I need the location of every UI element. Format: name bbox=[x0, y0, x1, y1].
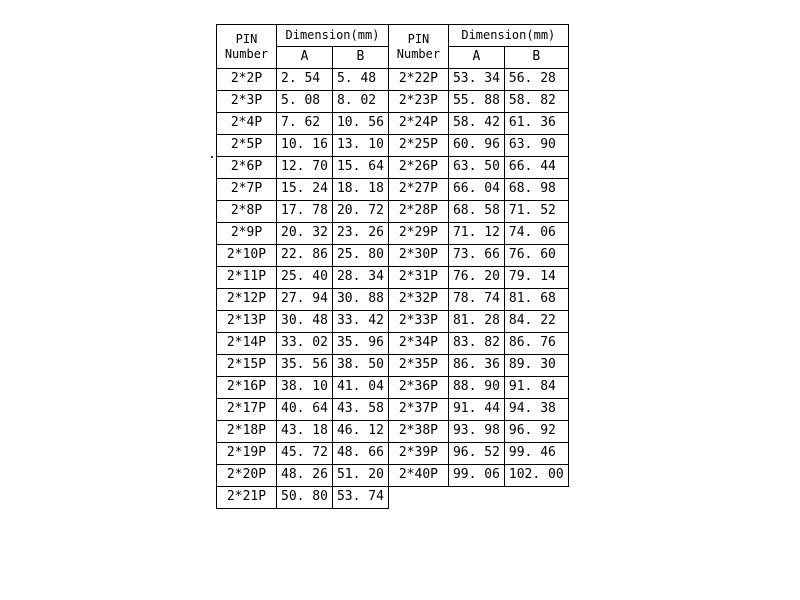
cell-a-right: 68. 58 bbox=[448, 201, 504, 223]
cell-a-right: 55. 88 bbox=[448, 91, 504, 113]
cell-pin-left: 2*11P bbox=[217, 267, 277, 289]
cell-pin-right: 2*39P bbox=[388, 443, 448, 465]
cell-pin-left: 2*18P bbox=[217, 421, 277, 443]
cell-b-left: 18. 18 bbox=[332, 179, 388, 201]
cell-pin-right: 2*40P bbox=[388, 465, 448, 487]
table-row bbox=[217, 91, 569, 113]
cell-b-right: 58. 82 bbox=[504, 91, 568, 113]
cell-b-left: 38. 50 bbox=[332, 355, 388, 377]
cell-b-right: 86. 76 bbox=[504, 333, 568, 355]
table-row bbox=[217, 267, 569, 289]
cell-b-left: 35. 96 bbox=[332, 333, 388, 355]
cell-b-left: 53. 74 bbox=[332, 487, 388, 509]
table-row bbox=[217, 443, 569, 465]
cell-b-left: 5. 48 bbox=[332, 69, 388, 91]
cell-pin-right: 2*33P bbox=[388, 311, 448, 333]
cell-a-left: 45. 72 bbox=[277, 443, 333, 465]
cell-a-right: 96. 52 bbox=[448, 443, 504, 465]
table-row bbox=[217, 333, 569, 355]
cell-a-right: 88. 90 bbox=[448, 377, 504, 399]
cell-a-right: 58. 42 bbox=[448, 113, 504, 135]
cell-a-right: 83. 82 bbox=[448, 333, 504, 355]
cell-b-right: 102. 00 bbox=[504, 465, 568, 487]
cell-b-right: 96. 92 bbox=[504, 421, 568, 443]
cell-pin-right: 2*27P bbox=[388, 179, 448, 201]
cell-pin-right: 2*34P bbox=[388, 333, 448, 355]
cell-b-right: 68. 98 bbox=[504, 179, 568, 201]
cell-pin-left: 2*2P bbox=[217, 69, 277, 91]
cell-a-left: 7. 62 bbox=[277, 113, 333, 135]
cell-pin-left: 2*6P bbox=[217, 157, 277, 179]
cell-a-right: 86. 36 bbox=[448, 355, 504, 377]
header-dimension-left: Dimension(mm) bbox=[277, 25, 389, 47]
cell-b-left: 20. 72 bbox=[332, 201, 388, 223]
cell-pin-left: 2*12P bbox=[217, 289, 277, 311]
cell-b-right: 84. 22 bbox=[504, 311, 568, 333]
cell-a-right: 73. 66 bbox=[448, 245, 504, 267]
cell-pin-right: 2*36P bbox=[388, 377, 448, 399]
table-row bbox=[217, 69, 569, 91]
cell-pin-right: 2*28P bbox=[388, 201, 448, 223]
cell-pin-left: 2*20P bbox=[217, 465, 277, 487]
cell-pin-right: 2*35P bbox=[388, 355, 448, 377]
cell-pin-right: 2*30P bbox=[388, 245, 448, 267]
cell-a-left: 40. 64 bbox=[277, 399, 333, 421]
cell-a-right: 71. 12 bbox=[448, 223, 504, 245]
table-header bbox=[217, 25, 569, 69]
table-row bbox=[217, 289, 569, 311]
table-row bbox=[217, 355, 569, 377]
cell-a-left: 43. 18 bbox=[277, 421, 333, 443]
cell-pin-left: 2*15P bbox=[217, 355, 277, 377]
cell-b-right: 76. 60 bbox=[504, 245, 568, 267]
cell-b-right: 61. 36 bbox=[504, 113, 568, 135]
header-row-1 bbox=[217, 25, 569, 47]
cell-b-left: 51. 20 bbox=[332, 465, 388, 487]
cell-pin-left: 2*3P bbox=[217, 91, 277, 113]
cell-a-left: 38. 10 bbox=[277, 377, 333, 399]
cell-a-left: 30. 48 bbox=[277, 311, 333, 333]
cell-a-right: 93. 98 bbox=[448, 421, 504, 443]
cell-a-right: 78. 74 bbox=[448, 289, 504, 311]
table-body bbox=[217, 69, 569, 509]
table-row bbox=[217, 157, 569, 179]
cell-a-left: 25. 40 bbox=[277, 267, 333, 289]
cell-b-left: 33. 42 bbox=[332, 311, 388, 333]
cell-a-right: 66. 04 bbox=[448, 179, 504, 201]
cell-pin-right: 2*24P bbox=[388, 113, 448, 135]
cell-a-right: 76. 20 bbox=[448, 267, 504, 289]
cell-b-right: 81. 68 bbox=[504, 289, 568, 311]
cell-pin-right bbox=[388, 487, 448, 509]
cell-pin-left: 2*14P bbox=[217, 333, 277, 355]
cell-a-left: 2. 54 bbox=[277, 69, 333, 91]
cell-b-right: 99. 46 bbox=[504, 443, 568, 465]
cell-pin-right: 2*26P bbox=[388, 157, 448, 179]
table-row bbox=[217, 465, 569, 487]
cell-a-right: 81. 28 bbox=[448, 311, 504, 333]
header-dimension-right: Dimension(mm) bbox=[448, 25, 568, 47]
header-sub-a-left: A bbox=[277, 47, 333, 69]
header-sub-a-right: A bbox=[448, 47, 504, 69]
cell-b-right: 63. 90 bbox=[504, 135, 568, 157]
cell-b-right: 79. 14 bbox=[504, 267, 568, 289]
cell-pin-left: 2*4P bbox=[217, 113, 277, 135]
cell-a-right: 63. 50 bbox=[448, 157, 504, 179]
pin-dimension-table bbox=[216, 24, 569, 509]
table-row bbox=[217, 201, 569, 223]
cell-b-left: 23. 26 bbox=[332, 223, 388, 245]
cell-b-left: 13. 10 bbox=[332, 135, 388, 157]
cell-a-left: 5. 08 bbox=[277, 91, 333, 113]
cell-a-left: 17. 78 bbox=[277, 201, 333, 223]
cell-a-left: 10. 16 bbox=[277, 135, 333, 157]
table-row bbox=[217, 399, 569, 421]
cell-b-left: 46. 12 bbox=[332, 421, 388, 443]
cell-b-left: 10. 56 bbox=[332, 113, 388, 135]
cell-pin-left: 2*21P bbox=[217, 487, 277, 509]
cell-a-right: 53. 34 bbox=[448, 69, 504, 91]
cell-pin-right: 2*38P bbox=[388, 421, 448, 443]
cell-a-left: 15. 24 bbox=[277, 179, 333, 201]
cell-b-left: 28. 34 bbox=[332, 267, 388, 289]
cell-b-right: 71. 52 bbox=[504, 201, 568, 223]
header-pin-number-right: PIN Number bbox=[388, 25, 448, 69]
cell-b-right: 94. 38 bbox=[504, 399, 568, 421]
cell-pin-right: 2*25P bbox=[388, 135, 448, 157]
table-row bbox=[217, 377, 569, 399]
cell-pin-right: 2*37P bbox=[388, 399, 448, 421]
table-row bbox=[217, 113, 569, 135]
cell-pin-left: 2*8P bbox=[217, 201, 277, 223]
cell-pin-left: 2*9P bbox=[217, 223, 277, 245]
cell-a-left: 35. 56 bbox=[277, 355, 333, 377]
table-row bbox=[217, 311, 569, 333]
cell-b-right: 66. 44 bbox=[504, 157, 568, 179]
table-row bbox=[217, 245, 569, 267]
table-row bbox=[217, 223, 569, 245]
header-sub-b-right: B bbox=[504, 47, 568, 69]
cell-a-right: 60. 96 bbox=[448, 135, 504, 157]
cell-pin-right: 2*22P bbox=[388, 69, 448, 91]
cell-b-right bbox=[504, 487, 568, 509]
cell-a-left: 12. 70 bbox=[277, 157, 333, 179]
cell-pin-right: 2*29P bbox=[388, 223, 448, 245]
cell-b-left: 25. 80 bbox=[332, 245, 388, 267]
cell-a-right: 91. 44 bbox=[448, 399, 504, 421]
cell-pin-left: 2*13P bbox=[217, 311, 277, 333]
cell-pin-left: 2*7P bbox=[217, 179, 277, 201]
cell-a-left: 33. 02 bbox=[277, 333, 333, 355]
cell-b-left: 48. 66 bbox=[332, 443, 388, 465]
table-row bbox=[217, 421, 569, 443]
cell-a-left: 50. 80 bbox=[277, 487, 333, 509]
header-pin-number-left: PIN Number bbox=[217, 25, 277, 69]
header-sub-b-left: B bbox=[332, 47, 388, 69]
cell-pin-left: 2*17P bbox=[217, 399, 277, 421]
cell-b-right: 91. 84 bbox=[504, 377, 568, 399]
cell-b-left: 30. 88 bbox=[332, 289, 388, 311]
cell-b-right: 56. 28 bbox=[504, 69, 568, 91]
cell-b-left: 43. 58 bbox=[332, 399, 388, 421]
cell-a-left: 22. 86 bbox=[277, 245, 333, 267]
cell-a-left: 48. 26 bbox=[277, 465, 333, 487]
cell-a-right: 99. 06 bbox=[448, 465, 504, 487]
cell-pin-right: 2*32P bbox=[388, 289, 448, 311]
cell-b-left: 15. 64 bbox=[332, 157, 388, 179]
cell-pin-left: 2*10P bbox=[217, 245, 277, 267]
table-row bbox=[217, 487, 569, 509]
cell-b-right: 89. 30 bbox=[504, 355, 568, 377]
cell-b-right: 74. 06 bbox=[504, 223, 568, 245]
cell-a-left: 27. 94 bbox=[277, 289, 333, 311]
table-row bbox=[217, 135, 569, 157]
table-row bbox=[217, 179, 569, 201]
cell-pin-left: 2*19P bbox=[217, 443, 277, 465]
cell-b-left: 8. 02 bbox=[332, 91, 388, 113]
cell-pin-left: 2*5P bbox=[217, 135, 277, 157]
cell-pin-right: 2*23P bbox=[388, 91, 448, 113]
cell-pin-left: 2*16P bbox=[217, 377, 277, 399]
cell-a-left: 20. 32 bbox=[277, 223, 333, 245]
cell-pin-right: 2*31P bbox=[388, 267, 448, 289]
cell-a-right bbox=[448, 487, 504, 509]
cell-b-left: 41. 04 bbox=[332, 377, 388, 399]
stray-mark: . bbox=[208, 147, 216, 162]
